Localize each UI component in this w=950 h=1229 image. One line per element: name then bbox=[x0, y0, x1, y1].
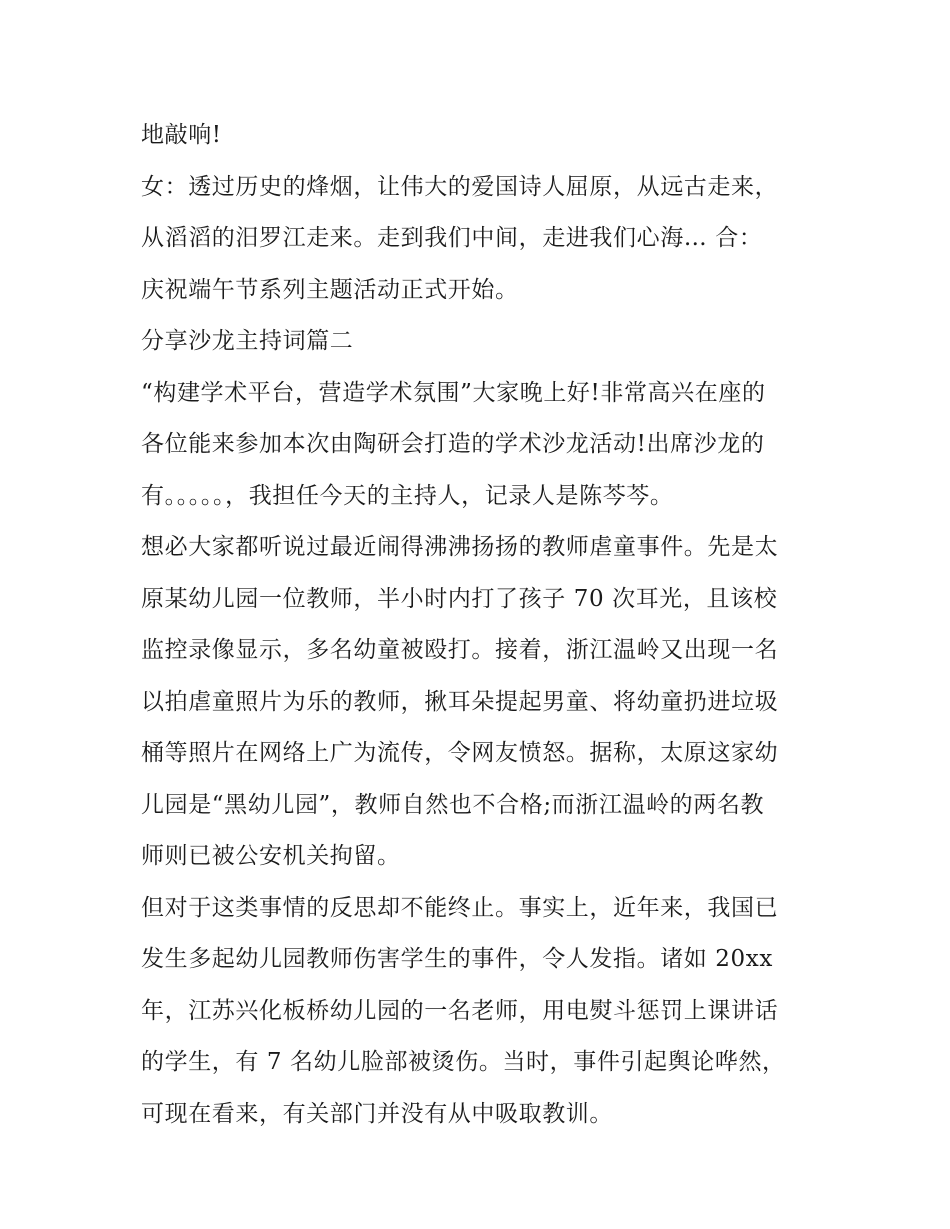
text-line: 年，江苏兴化板桥幼儿园的一名老师，用电熨斗惩罚上课讲话 bbox=[141, 997, 779, 1024]
text-line: “构建学术平台，营造学术氛围”大家晚上好!非常高兴在座的 bbox=[141, 379, 766, 406]
text-line: 师则已被公安机关拘留。 bbox=[141, 843, 401, 869]
text-line: 桶等照片在网络上广为流传，令网友愤怒。据称，太原这家幼 bbox=[141, 740, 779, 766]
text-line: 但对于这类事情的反思却不能终止。事实上，近年来，我国已 bbox=[141, 894, 779, 921]
text-line: 监控录像显示，多名幼童被殴打。接着，浙江温岭又出现一名 bbox=[141, 637, 779, 663]
text-line: 可现在看来，有关部门并没有从中吸取教训。 bbox=[141, 1100, 613, 1127]
text-line: 庆祝端午节系列主题活动正式开始。 bbox=[141, 276, 519, 303]
text-line: 各位能来参加本次由陶研会打造的学术沙龙活动!出席沙龙的 bbox=[141, 431, 765, 457]
text-line: 从滔滔的汨罗江走来。走到我们中间，走进我们心海… 合： bbox=[141, 225, 763, 251]
text-line: 有。。。。。，我担任今天的主持人，记录人是陈芩芩。 bbox=[141, 482, 674, 509]
text-line: 地敲响! bbox=[141, 122, 222, 148]
text-line: 发生多起幼儿园教师伤害学生的事件，令人发指。诸如 20xx bbox=[141, 946, 773, 972]
document-body bbox=[141, 110, 821, 1140]
text-line: 儿园是“黑幼儿园”，教师自然也不合格;而浙江温岭的两名教 bbox=[141, 791, 765, 818]
text-line: 以拍虐童照片为乐的教师，揪耳朵提起男童、将幼童扔进垃圾 bbox=[141, 688, 779, 715]
text-line: 女：透过历史的烽烟，让伟大的爱国诗人屈原，从远古走来， bbox=[141, 173, 779, 200]
text-line: 的学生，有 7 名幼儿脸部被烫伤。当时，事件引起舆论哗然， bbox=[141, 1049, 786, 1075]
text-line: 想必大家都听说过最近闹得沸沸扬扬的教师虐童事件。先是太 bbox=[141, 534, 779, 560]
section-heading: 分享沙龙主持词篇二 bbox=[141, 328, 354, 354]
text-line: 原某幼儿园一位教师，半小时内打了孩子 70 次耳光，且该校 bbox=[141, 585, 778, 612]
